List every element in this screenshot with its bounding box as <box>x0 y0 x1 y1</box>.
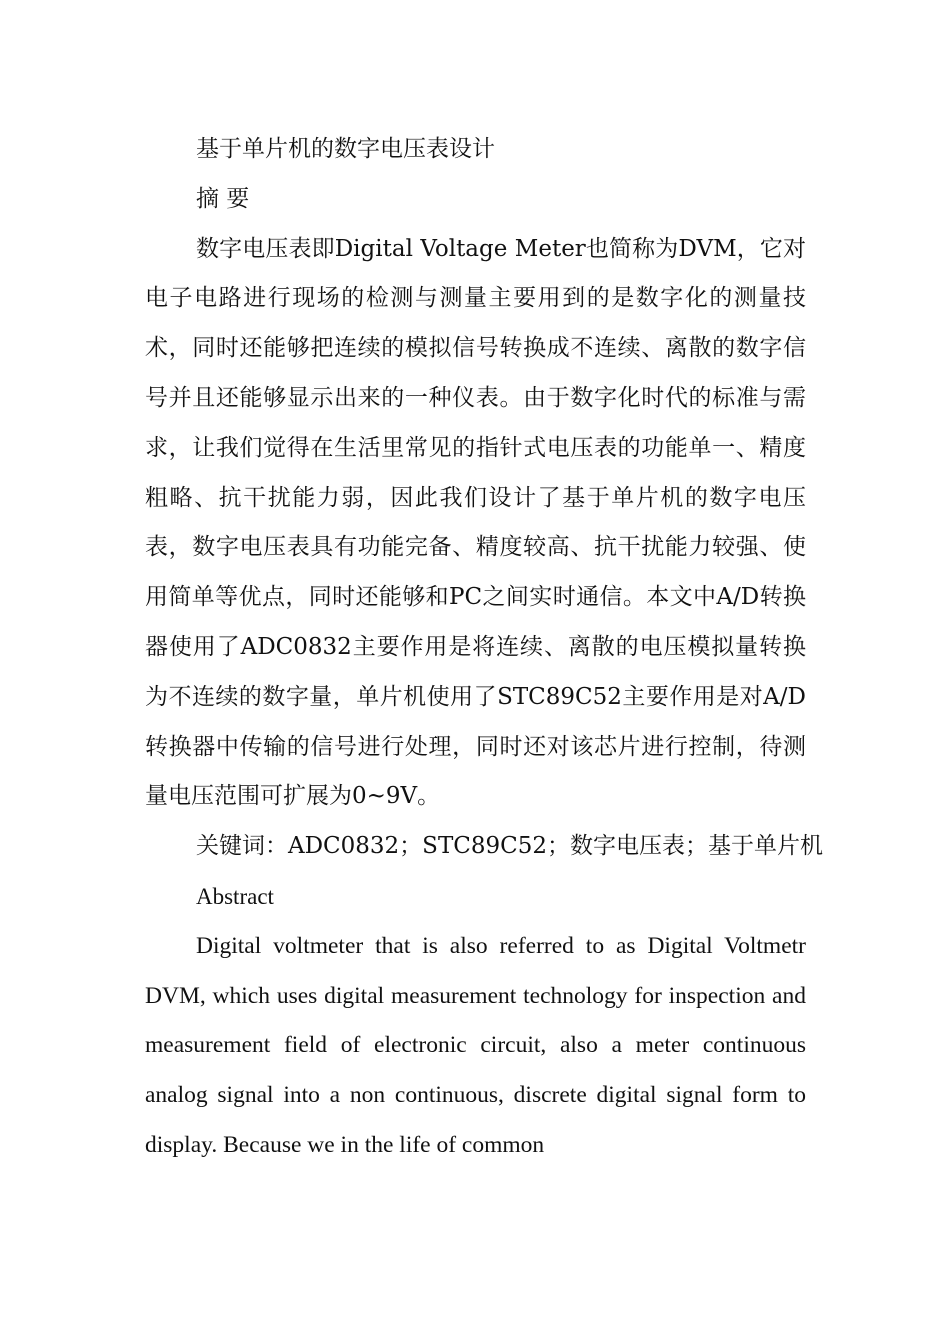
abstract-english-paragraph: Digital voltmeter that is also referred to as Digital Voltmetr DVM, which uses digital measurement technology for inspection and measurement field of electronic circuit, also a meter continuous analog signal into a non continuous, discrete digital signal form to display. Because we in the life of common <box>145 932 806 1158</box>
abstract-heading: 摘 要 <box>196 185 250 212</box>
abstract-chinese-paragraph: 数字电压表即Digital Voltage Meter也简称为DVM，它对电子电路进行现场的检测与测量主要用到的是数字化的测量技术，同时还能够把连续的模拟信号转换成不连续、离散的数字信号并且还能够显示出来的一种仪表。由于数字化时代的标准与需求，让我们觉得在生活里常见的指针式电压表的功能单一、精度粗略、抗干扰能力弱，因此我们设计了基于单片机的数字电压表，数字电压表具有功能完备、精度较高、抗干扰能力较强、使用简单等优点，同时还能够和PC之间实时通信。本文中A/D转换器使用了ADC0832主要作用是将连续、离散的电压模拟量转换为不连续的数字量，单片机使用了STC89C52主要作用是对A/D转换器中传输的信号进行处理，同时还对该芯片进行控制，待测量电压范围可扩展为0~9V。 <box>145 235 806 810</box>
keywords-line: 关键词：ADC0832；STC89C52；数字电压表；基于单片机 <box>196 833 824 860</box>
abstract-english-heading: Abstract <box>196 883 274 909</box>
document-title: 基于单片机的数字电压表设计 <box>196 136 495 162</box>
document-body <box>145 125 824 1171</box>
